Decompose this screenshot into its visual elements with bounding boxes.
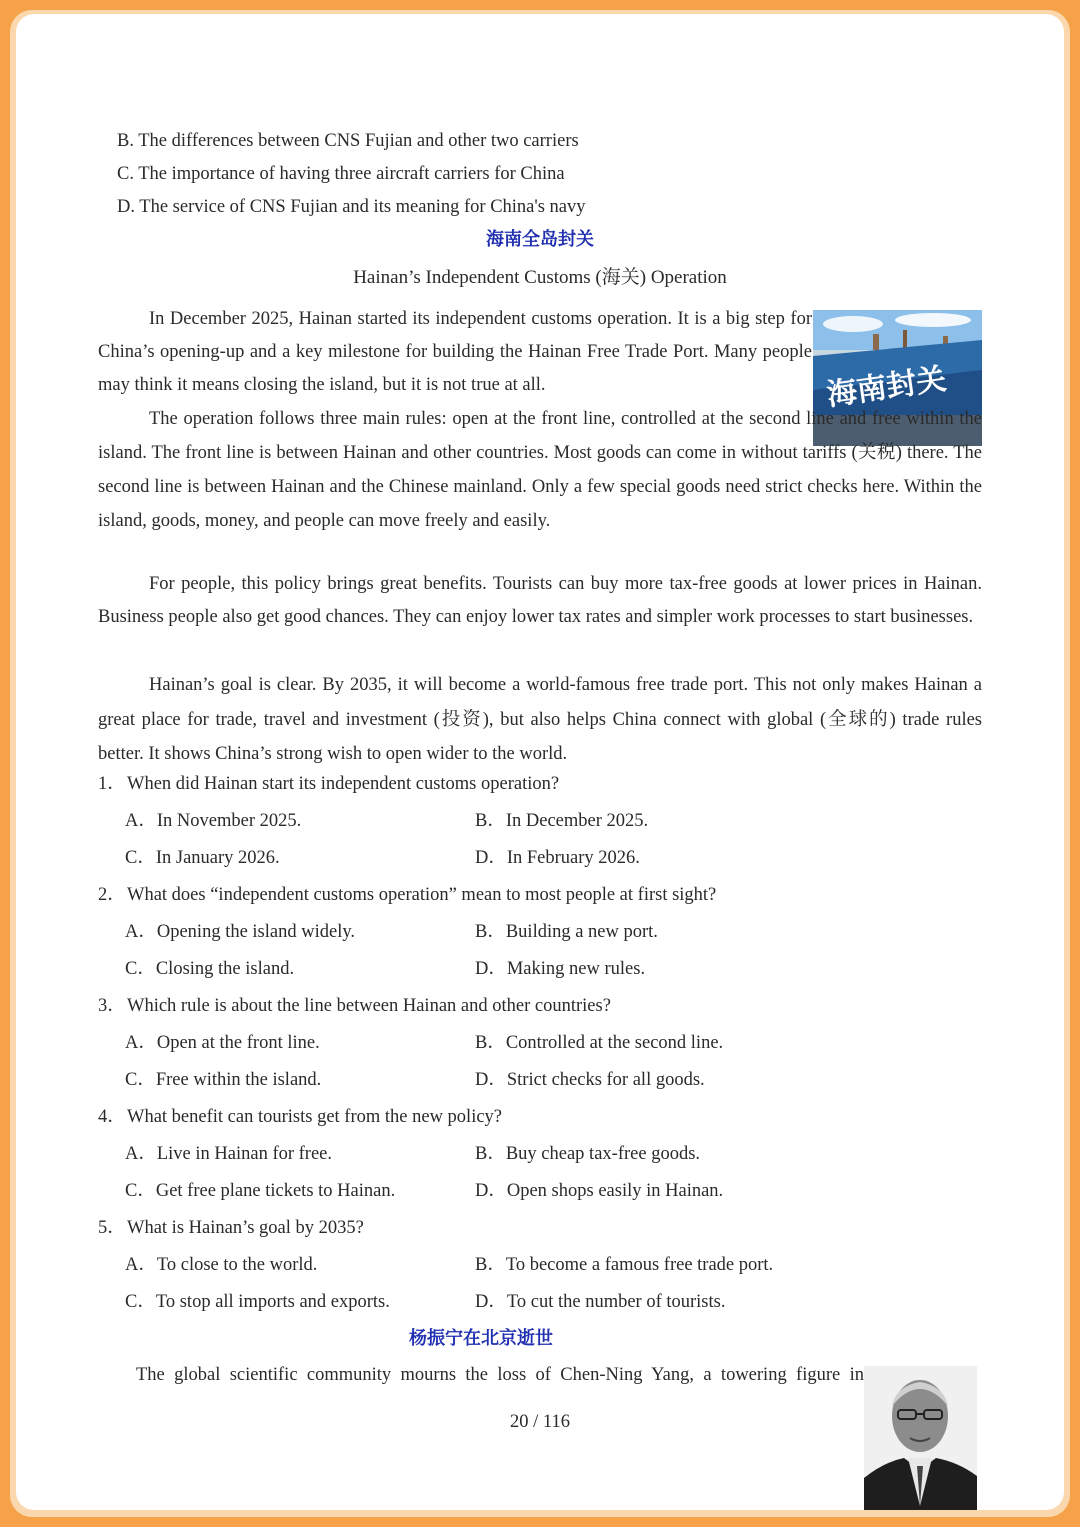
option-c: C．Free within the island. bbox=[125, 1070, 322, 1090]
question-number: 3． bbox=[98, 996, 126, 1016]
option-d: D．Making new rules. bbox=[475, 959, 646, 979]
paragraph-2: The operation follows three main rules: open at the front line, controlled at the second line and free within the island. The front line is between Hainan and other countries. Most goods can come in without tariffs (关税) there. The second line is between Hainan and the Chinese mainland. Only a few special goods need strict checks here. Within the island, goods, money, and people can move freely and easily. bbox=[98, 409, 982, 531]
document-page bbox=[16, 14, 1064, 1510]
option-c-previous: C. The importance of having three aircraft carriers for China bbox=[117, 164, 565, 184]
question-text: What does “independent customs operation” mean to most people at first sight? bbox=[127, 885, 717, 905]
paragraph-4: Hainan’s goal is clear. By 2035, it will become a world-famous free trade port. This not only makes Hainan a great place for trade, travel and investment (投资), but also helps China connect with global (全球的) trade rules better. It shows China’s strong wish to open wider to the world. bbox=[98, 675, 982, 764]
option-b-previous: B. The differences between CNS Fujian and other two carriers bbox=[117, 131, 579, 151]
question-number: 4． bbox=[98, 1107, 126, 1127]
article-title: Hainan’s Independent Customs (海关) Operation bbox=[353, 267, 727, 288]
question-number: 2． bbox=[98, 885, 126, 905]
option-d-previous: D. The service of CNS Fujian and its meaning for China's navy bbox=[117, 197, 586, 217]
section2-first-line: The global scientific community mourns the loss of Chen-Ning Yang, a towering figure in bbox=[136, 1365, 864, 1385]
question-number: 5． bbox=[98, 1218, 126, 1238]
option-c: C．Closing the island. bbox=[125, 959, 295, 979]
option-c: C．Get free plane tickets to Hainan. bbox=[125, 1181, 396, 1201]
question-text: When did Hainan start its independent customs operation? bbox=[127, 774, 560, 794]
option-b: B．Building a new port. bbox=[475, 922, 658, 942]
option-b: B．In December 2025. bbox=[475, 811, 649, 831]
option-c: C．To stop all imports and exports. bbox=[125, 1292, 390, 1312]
paragraph-3: For people, this policy brings great benefits. Tourists can buy more tax-free goods at lower prices in Hainan. Business people also get good chances. They can enjoy lower tax rates and simpler work processes to start businesses. bbox=[98, 574, 982, 627]
photo-sign-text: 海南封关 bbox=[824, 361, 949, 414]
section-heading-yang: 杨振宁在北京逝世 bbox=[409, 1328, 553, 1349]
option-d: D．Open shops easily in Hainan. bbox=[475, 1181, 724, 1201]
option-d: D．To cut the number of tourists. bbox=[475, 1292, 726, 1312]
option-b: B．Controlled at the second line. bbox=[475, 1033, 724, 1053]
option-a: A．Opening the island widely. bbox=[125, 922, 356, 942]
paragraph-1: In December 2025, Hainan started its independent customs operation. It is a big step for China’s opening-up and a key milestone for building the Hainan Free Trade Port. Many people may think it means closing the island, but it is not true at all. bbox=[98, 309, 812, 395]
question-text: What is Hainan’s goal by 2035? bbox=[127, 1218, 364, 1238]
question-number: 1． bbox=[98, 774, 126, 794]
option-a: A．To close to the world. bbox=[125, 1255, 318, 1275]
option-d: D．In February 2026. bbox=[475, 848, 640, 868]
option-a: A．Open at the front line. bbox=[125, 1033, 320, 1053]
section-heading-hainan: 海南全岛封关 bbox=[486, 229, 594, 250]
page-number: 20 / 116 bbox=[510, 1412, 570, 1432]
chen-ning-yang-portrait bbox=[864, 1366, 977, 1510]
option-d: D．Strict checks for all goods. bbox=[475, 1070, 705, 1090]
question-text: What benefit can tourists get from the new policy? bbox=[127, 1107, 503, 1127]
question-text: Which rule is about the line between Hainan and other countries? bbox=[127, 996, 611, 1016]
option-c: C．In January 2026. bbox=[125, 848, 280, 868]
option-a: A．In November 2025. bbox=[125, 811, 302, 831]
option-b: B．Buy cheap tax-free goods. bbox=[475, 1144, 701, 1164]
option-a: A．Live in Hainan for free. bbox=[125, 1144, 333, 1164]
option-b: B．To become a famous free trade port. bbox=[475, 1255, 774, 1275]
